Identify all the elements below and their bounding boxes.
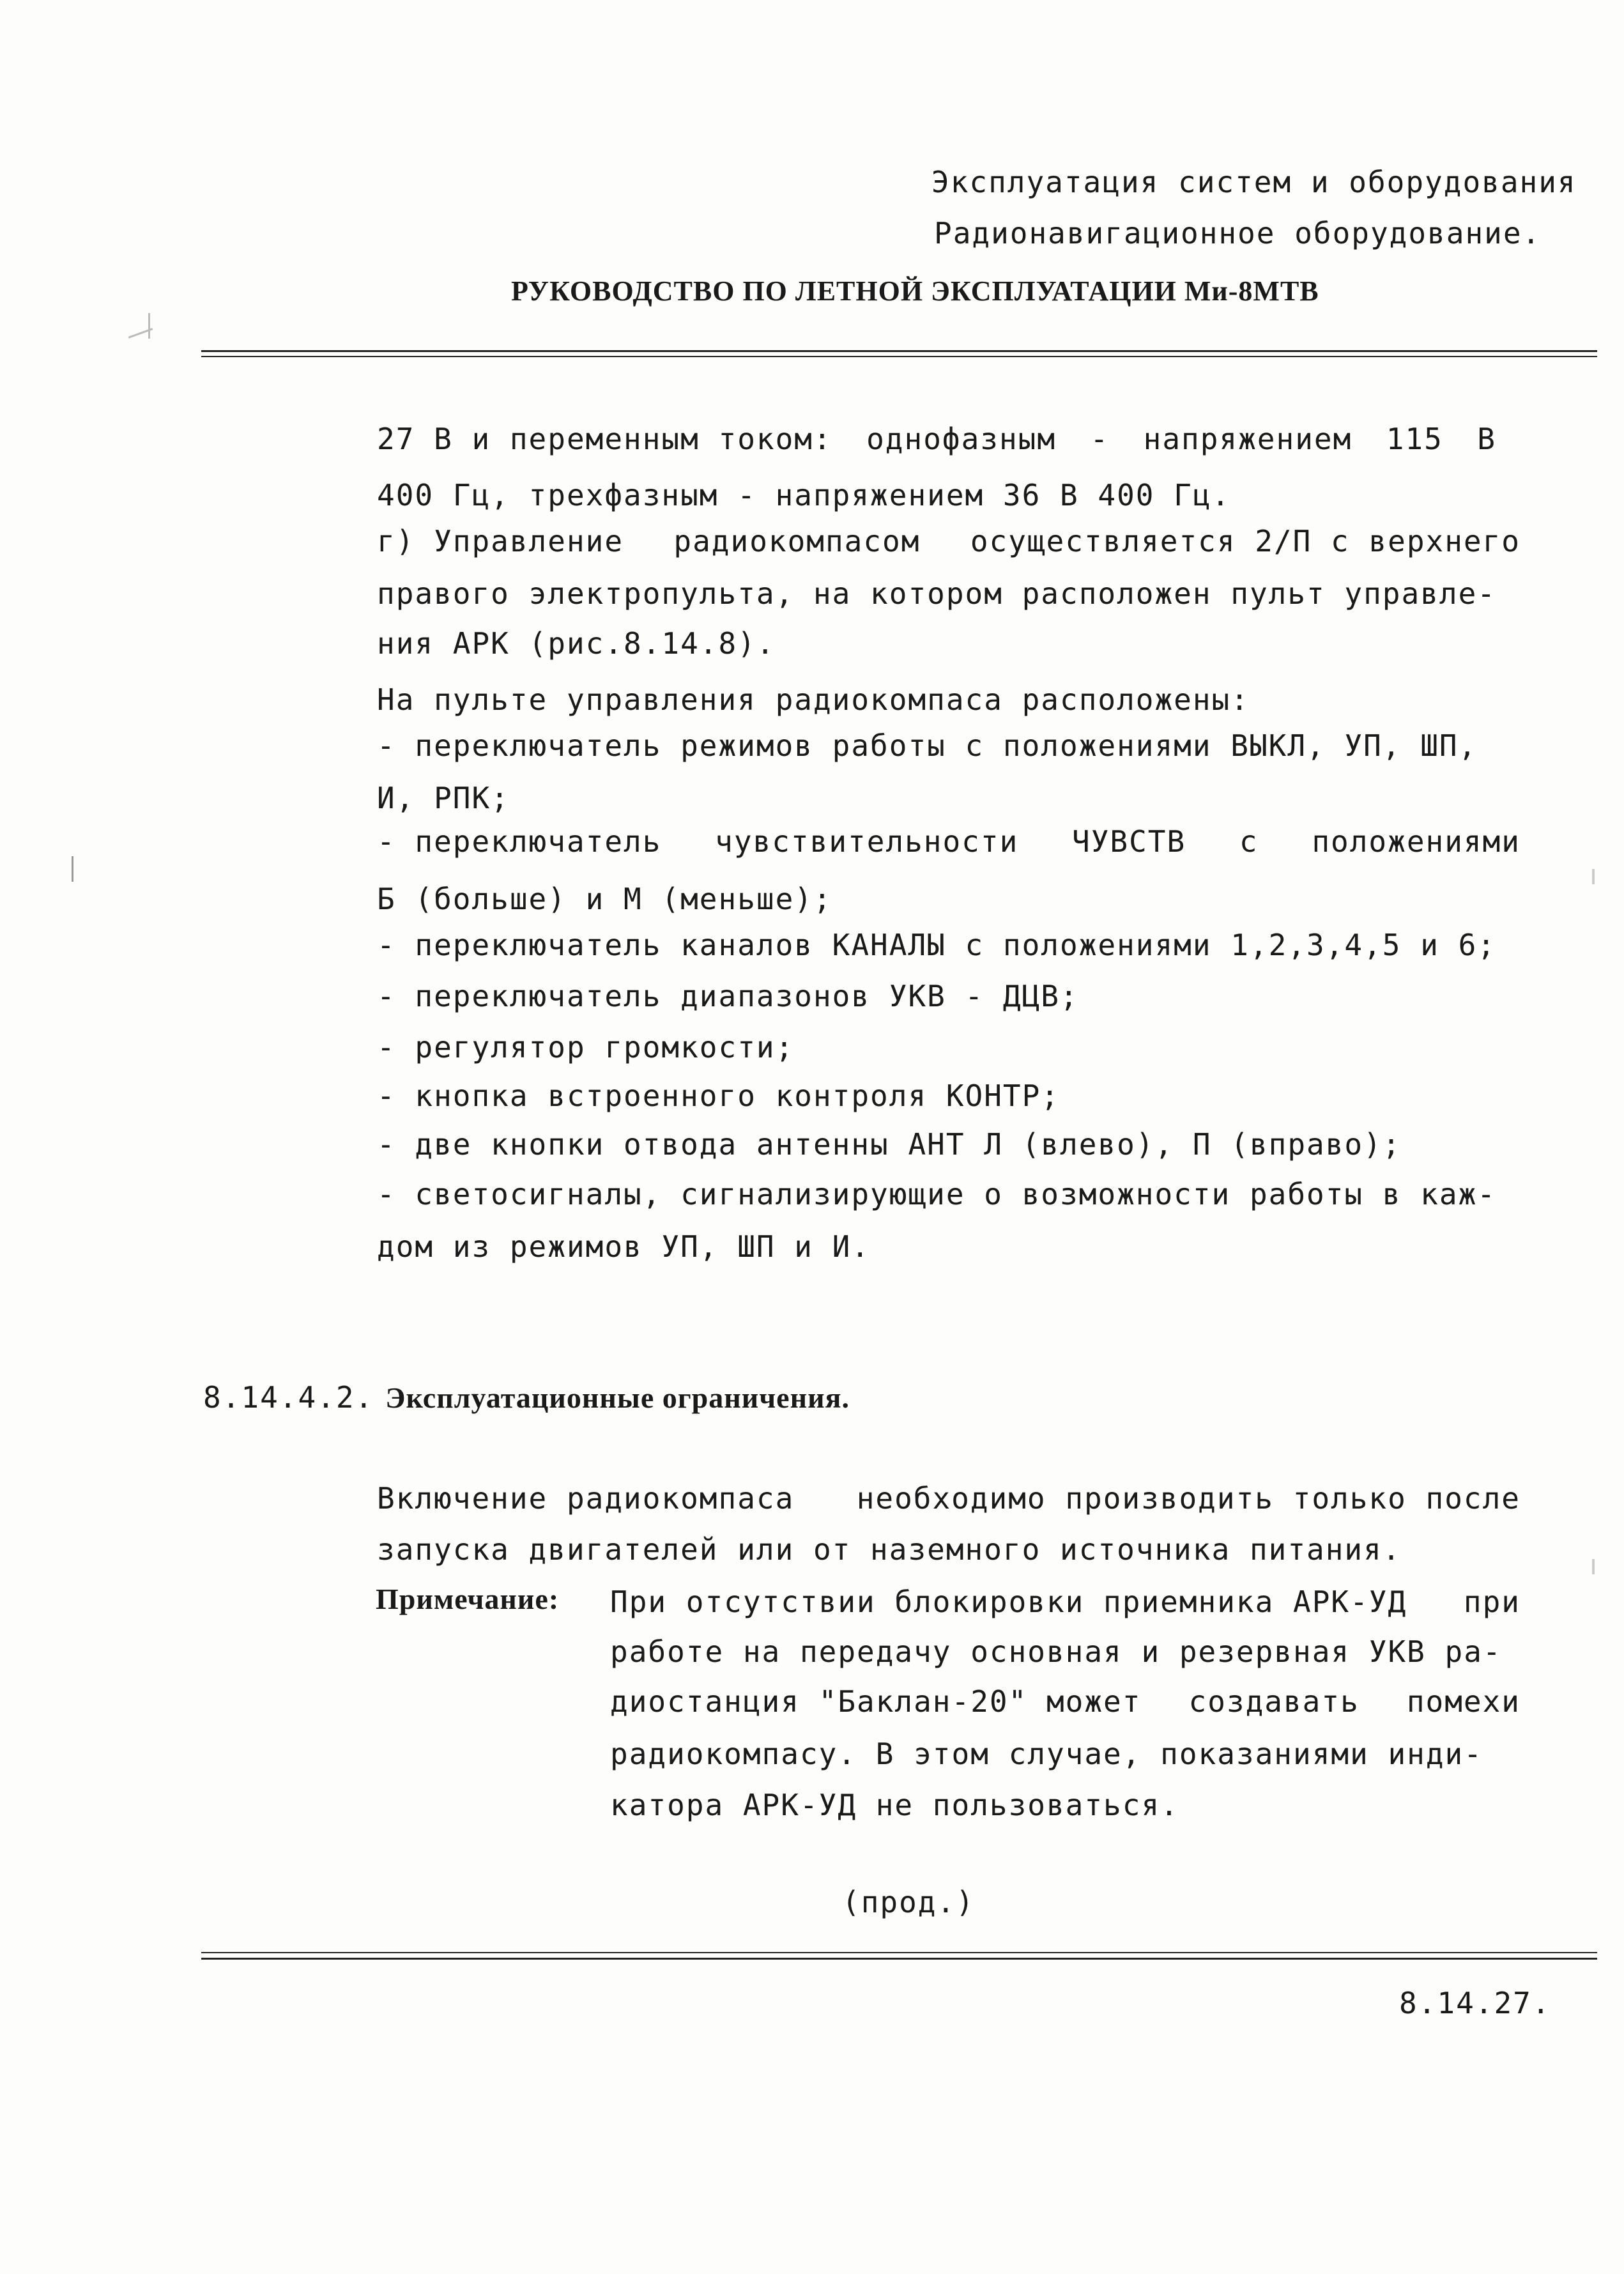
note-line-5: катора АРК-УД не пользоваться. — [610, 1788, 1179, 1822]
body-line-11: - переключатель каналов КАНАЛЫ с положениями 1,2,3,4,5 и 6; — [377, 928, 1496, 962]
word: При отсутствии блокировки приемника АРК-УД — [610, 1585, 1407, 1619]
scan-speck — [148, 313, 150, 339]
body-line-2: 400 Гц, трехфазным - напряжением 36 В 400 Гц. — [377, 478, 1231, 512]
page-number: 8.14.27. — [1399, 1986, 1551, 2020]
scan-speck — [1592, 1559, 1595, 1574]
body-line-4: правого электропульта, на котором расположен пульт управле- — [377, 576, 1496, 611]
note-label: Примечание: — [376, 1583, 560, 1615]
note-line-2: работе на передачу основная и резервная УКВ ра- — [610, 1634, 1502, 1669]
scan-speck — [1592, 869, 1595, 884]
header-section-line1: Эксплуатация систем и оборудования — [931, 165, 1577, 199]
header-rule-top — [201, 350, 1597, 352]
word: помехи — [1406, 1684, 1521, 1719]
word: 115 — [1386, 422, 1443, 456]
body-line-15: - две кнопки отвода антенны АНТ Л (влево), П (вправо); — [377, 1127, 1402, 1162]
body-line-16: - светосигналы, сигнализирующие о возможности работы в каж- — [377, 1177, 1496, 1211]
footer-rule-bottom — [201, 1958, 1597, 1960]
word: положениями — [1312, 824, 1521, 859]
word: диостанция "Баклан-20" может — [610, 1684, 1142, 1719]
word: г) Управление — [377, 524, 624, 558]
limits-line-1 — [377, 1481, 1521, 1516]
word: необходимо производить только после — [856, 1481, 1521, 1516]
note-line-3 — [610, 1684, 1521, 1719]
word: В — [1477, 422, 1496, 456]
body-line-8: И, РПК; — [377, 781, 510, 815]
section-number: 8.14.4.2. — [203, 1380, 374, 1415]
word: - переключатель — [377, 824, 662, 859]
body-line-14: - кнопка встроенного контроля КОНТР; — [377, 1079, 1060, 1113]
word: осуществляется 2/П с верхнего — [970, 524, 1521, 558]
body-line-9 — [377, 824, 1521, 859]
section-heading — [203, 1380, 850, 1415]
word: Включение радиокомпаса — [377, 1481, 795, 1516]
word: однофазным — [866, 422, 1057, 456]
manual-title: РУКОВОДСТВО ПО ЛЕТНОЙ ЭКСПЛУАТАЦИИ Ми-8МТВ — [511, 275, 1319, 307]
body-line-7: - переключатель режимов работы с положениями ВЫКЛ, УП, ШП, — [377, 728, 1478, 763]
word: 27 В и переменным током: — [377, 422, 832, 456]
footer-rule-top — [201, 1952, 1597, 1953]
note-line-1 — [610, 1585, 1521, 1619]
section-title: Эксплуатационные ограничения. — [385, 1381, 850, 1414]
note-line-4: радиокомпасу. В этом случае, показаниями инди- — [610, 1737, 1483, 1771]
body-line-5: ния АРК (рис.8.14.8). — [377, 626, 776, 661]
body-line-13: - регулятор громкости; — [377, 1030, 795, 1064]
limits-line-2: запуска двигателей или от наземного источника питания. — [377, 1532, 1402, 1567]
body-line-3 — [377, 524, 1521, 558]
continued-label: (прод.) — [842, 1885, 975, 1919]
body-line-12: - переключатель диапазонов УКВ - ДЦВ; — [377, 979, 1079, 1013]
body-line-17: дом из режимов УП, ШП и И. — [377, 1229, 871, 1264]
body-line-1 — [377, 422, 1496, 456]
word: радиокомпасом — [673, 524, 921, 558]
word: при — [1463, 1585, 1521, 1619]
word: с — [1239, 824, 1259, 859]
word: напряжением — [1143, 422, 1352, 456]
body-line-6: На пульте управления радиокомпаса расположены: — [377, 682, 1250, 717]
scan-speck — [72, 856, 73, 882]
word: ЧУВСТВ — [1072, 824, 1186, 859]
word: - — [1090, 422, 1110, 456]
word: чувствительности — [715, 824, 1019, 859]
header-section-line2: Радионавигационное оборудование. — [934, 216, 1542, 250]
header-rule-bottom — [201, 356, 1597, 357]
word: создавать — [1188, 1684, 1360, 1719]
body-line-10: Б (больше) и М (меньше); — [377, 882, 832, 916]
